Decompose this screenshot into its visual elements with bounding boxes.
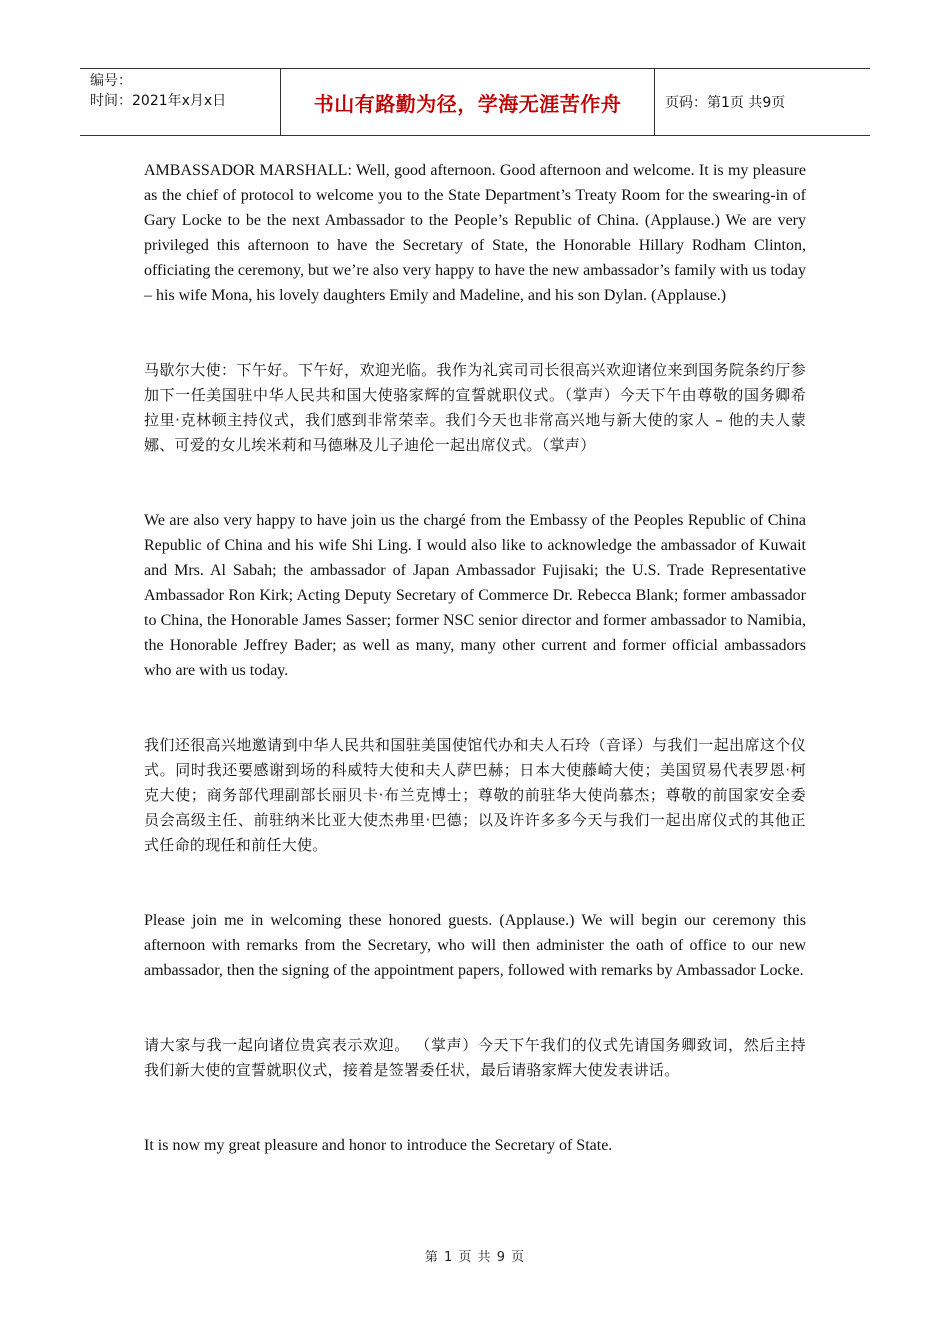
paragraph-zh-2: 我们还很高兴地邀请到中华人民共和国驻美国使馆代办和夫人石玲（音译）与我们一起出席这个仪式。同时我还要感谢到场的科威特大使和夫人萨巴赫；日本大使藤崎大使；美国贸易代表罗恩·柯克大使；商务部代理副部长丽贝卡·布兰克博士；尊敬的前驻华大使尚慕杰；尊敬的前国家安全委员会高级主任、前驻纳米比亚大使杰弗里·巴德；以及许许多多今天与我们一起出席仪式的其他正式任命的现任和前任大使。	[144, 736, 806, 854]
paragraph-en-3: Please join me in welcoming these honored guests. (Applause.) We will begin our ceremony this afternoon with remarks from the Secretary, who will then administer the oath of office to our new ambassador, then the signing of the appointment papers, followed with remarks by Ambassador Locke.	[144, 912, 806, 979]
document-header	[80, 68, 870, 136]
document-body	[144, 158, 806, 1158]
header-motto	[281, 69, 655, 135]
header-meta	[80, 69, 281, 135]
paragraph-zh-3: 请大家与我一起向诸位贵宾表示欢迎。 （掌声）今天下午我们的仪式先请国务卿致词，然后主持我们新大使的宣誓就职仪式，接着是签署委任状，最后请骆家辉大使发表讲话。	[144, 1036, 806, 1079]
header-page-info	[655, 69, 870, 135]
paragraph-en-1: AMBASSADOR MARSHALL: Well, good afternoon. Good afternoon and welcome. It is my pleasure as the chief of protocol to welcome you to the State Department’s Treaty Room for the swearing-in of Gary Locke to be the next Ambassador to the People’s Republic of China. (Applause.) We are very privileged this afternoon to have the Secretary of State, the Honorable Hillary Rodham Clinton, officiating the ceremony, but we’re also very happy to have the new ambassador’s family with us today – his wife Mona, his lovely daughters Emily and Madeline, and his son Dylan. (Applause.)	[144, 162, 806, 304]
document-number-label: 编号：	[90, 73, 132, 89]
document-time-label: 时间：2021年x月x日	[90, 93, 227, 109]
paragraph-zh-1: 马歇尔大使：下午好。下午好，欢迎光临。我作为礼宾司司长很高兴欢迎诸位来到国务院条约厅参加下一任美国驻中华人民共和国大使骆家辉的宣誓就职仪式。（掌声）今天下午由尊敬的国务卿希拉里·克林顿主持仪式，我们感到非常荣幸。我们今天也非常高兴地与新大使的家人 – 他的夫人蒙娜、可爱的女儿埃米莉和马德琳及儿子迪伦一起出席仪式。（掌声）	[144, 361, 806, 454]
page-footer: 第 1 页 共 9 页	[424, 1250, 526, 1265]
motto-text: 书山有路勤为径，学海无涯苦作舟	[313, 91, 622, 116]
page-number-label: 页码：第1页 共9页	[665, 95, 786, 111]
paragraph-en-4: It is now my great pleasure and honor to introduce the Secretary of State.	[144, 1137, 613, 1154]
paragraph-en-2: We are also very happy to have join us the chargé from the Embassy of the Peoples Republic of China Republic of China and his wife Shi Ling. I would also like to acknowledge the ambassador of Kuwait and Mrs. Al Sabah; the ambassador of Japan Ambassador Fujisaki; the U.S. Trade Representative Ambassador Ron Kirk; Acting Deputy Secretary of Commerce Dr. Rebecca Blank; former ambassador to China, the Honorable James Sasser; former NSC senior director and former ambassador to Namibia, the Honorable Jeffrey Bader; as well as many, many other current and former official ambassadors who are with us today.	[144, 512, 806, 679]
